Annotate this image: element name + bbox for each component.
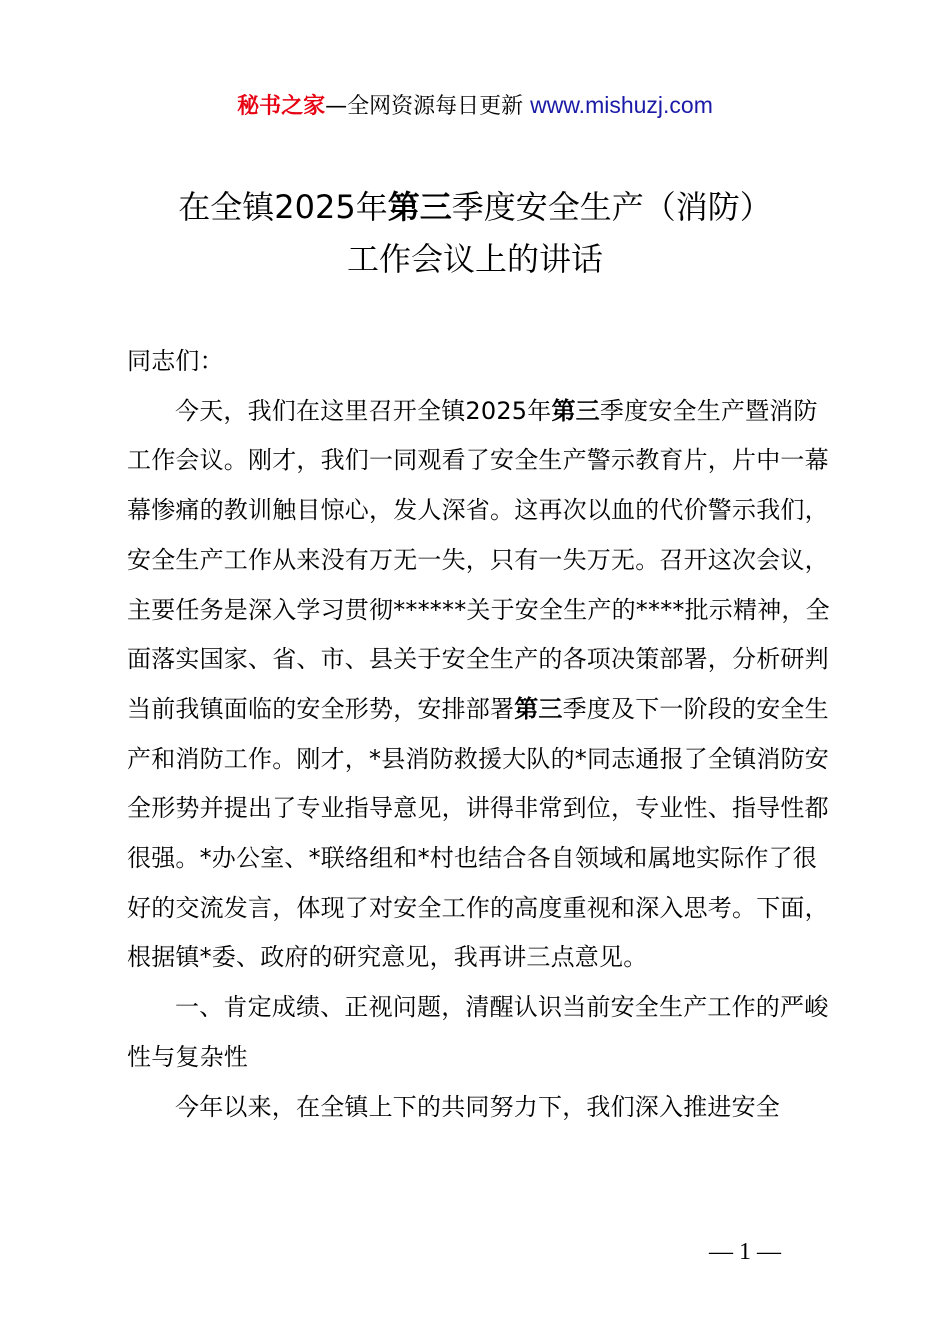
section-heading-1: 一、肯定成绩、正视问题，清醒认识当前安全生产工作的严峻性与复杂性 <box>127 993 829 1071</box>
header-url-link[interactable]: www.mishuzj.com <box>530 92 713 118</box>
document-body <box>127 337 837 1132</box>
paragraph-1-text-b: 季度安全生产暨消防工作会议。刚才，我们一同观看了安全生产警示教育片，片中一幕幕惨痛的教训触目惊心，发人深省。这再次以血的代价警示我们，安全生产工作从来没有万无一失，只有一失万无。召开这次会议，主要任务是深入学习贯彻******关于安全生产的****批示精神，全面落实国家、省、市、县关于安全生产的各项决策部署，分析研判当前我镇面临的安全形势，安排部署 <box>127 396 830 723</box>
title-line-1-post: 季度安全生产（消防） <box>451 188 772 226</box>
site-header <box>0 88 950 124</box>
title-line-1-pre: 在全镇2025年 <box>178 188 388 226</box>
paragraph-1 <box>127 387 837 983</box>
paragraph-2: 今年以来，在全镇上下的共同努力下，我们深入推进安全 <box>175 1092 780 1121</box>
title-line-1 <box>0 182 950 232</box>
paragraph-1-bold-a: 第三 <box>551 396 600 425</box>
paragraph-1-text-a: 今天，我们在这里召开全镇2025年 <box>175 396 552 425</box>
paragraph-1-bold-b: 第三 <box>514 694 563 723</box>
title-line-1-bold: 第三 <box>387 188 452 226</box>
header-brand: 秘书之家 <box>237 94 326 119</box>
page-number: — 1 — <box>709 1239 781 1265</box>
salutation: 同志们： <box>127 347 224 375</box>
document-title <box>0 182 950 284</box>
header-tagline: —全网资源每日更新 <box>325 94 531 119</box>
title-line-2: 工作会议上的讲话 <box>346 240 603 278</box>
paragraph-1-text-c: 季度及下一阶段的安全生产和消防工作。刚才，*县消防救援大队的*同志通报了全镇消防安全形势并提出了专业指导意见，讲得非常到位，专业性、指导性都很强。*办公室、*联络组和*村也结合各自领域和属地实际作了很好的交流发言，体现了对安全工作的高度重视和深入思考。下面，根据镇*委、政府的研究意见，我再讲三点意见。 <box>127 694 829 972</box>
